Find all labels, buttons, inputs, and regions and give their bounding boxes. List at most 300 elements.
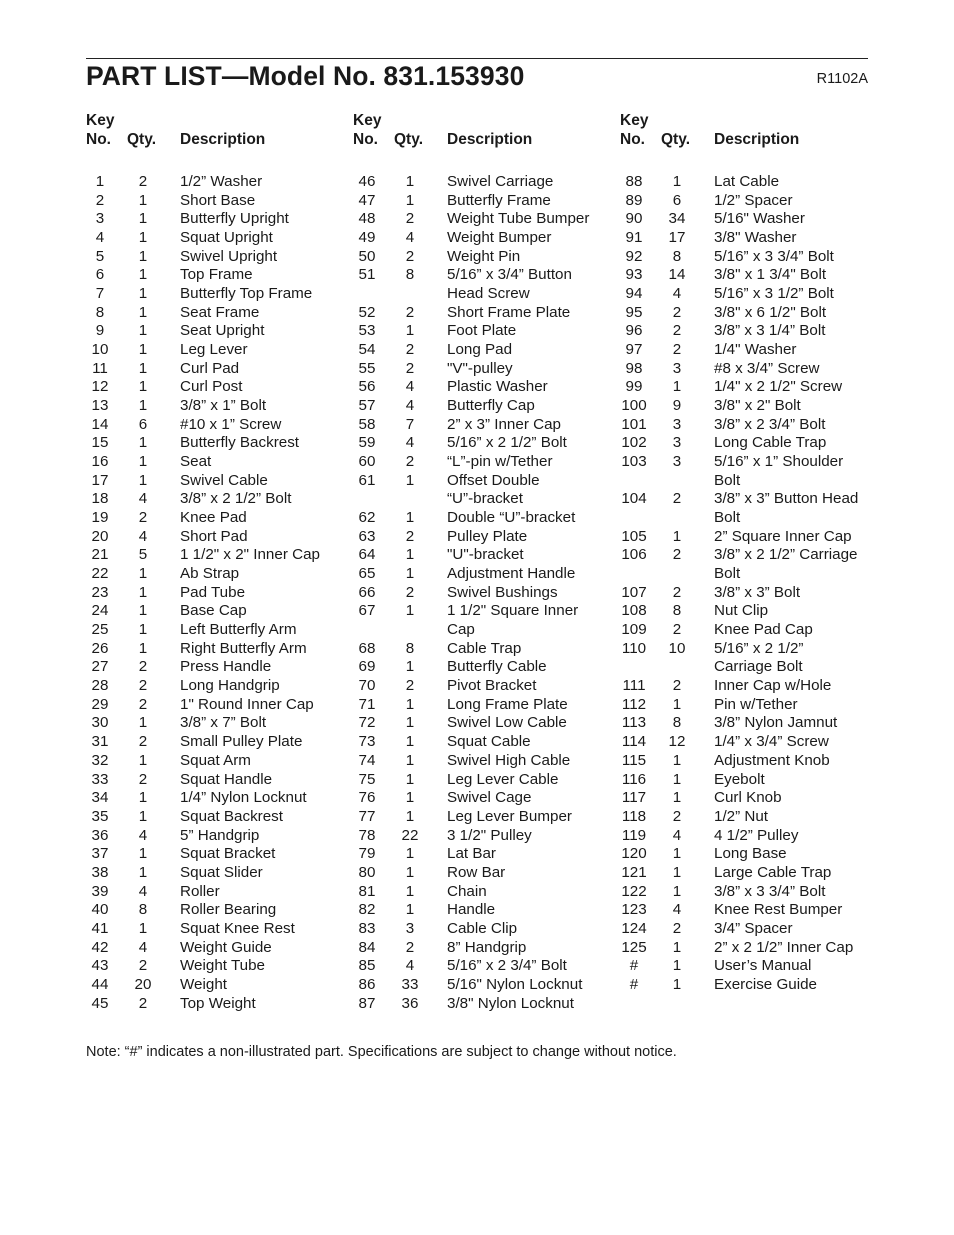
part-description: Leg Lever Bumper <box>447 807 572 825</box>
quantity: 8 <box>672 602 682 620</box>
parts-row <box>620 864 882 883</box>
key-number: 51 <box>358 266 376 284</box>
quantity: 4 <box>672 901 682 919</box>
quantity: 1 <box>405 509 415 527</box>
quantity: 8 <box>138 901 148 919</box>
part-description: #10 x 1” Screw <box>180 415 282 433</box>
part-description: Short Frame Plate <box>447 303 571 321</box>
quantity: 5 <box>138 546 148 564</box>
key-number: 87 <box>358 994 376 1012</box>
quantity: 1 <box>405 882 415 900</box>
parts-row <box>353 864 615 883</box>
quantity: 1 <box>672 751 682 769</box>
key-number: 74 <box>358 751 376 769</box>
quantity: 22 <box>401 826 419 844</box>
quantity: 1 <box>138 191 148 209</box>
parts-row <box>620 229 882 248</box>
parts-column-3 <box>620 112 882 1022</box>
key-number: 106 <box>621 546 647 564</box>
quantity: 1 <box>405 845 415 863</box>
part-description: Swivel Carriage <box>447 173 554 190</box>
part-description: Long Cable Trap <box>714 434 827 452</box>
key-number: 62 <box>358 509 376 527</box>
part-description: Large Cable Trap <box>714 863 832 881</box>
parts-row <box>86 565 348 584</box>
part-description: Curl Post <box>180 378 243 396</box>
part-description: Squat Backrest <box>180 807 283 825</box>
part-description: Swivel Cage <box>447 789 532 807</box>
parts-row <box>353 304 615 323</box>
key-number: 97 <box>625 341 643 359</box>
parts-row <box>353 378 615 397</box>
key-number: 38 <box>91 863 109 881</box>
key-number: 19 <box>91 509 109 527</box>
parts-row <box>353 808 615 827</box>
parts-row <box>353 472 615 491</box>
part-description: Long Frame Plate <box>447 695 568 713</box>
parts-row <box>620 714 882 733</box>
part-description: Small Pulley Plate <box>180 733 303 751</box>
quantity: 1 <box>672 845 682 863</box>
parts-row <box>353 939 615 958</box>
parts-row <box>353 341 615 360</box>
parts-row <box>353 901 615 920</box>
part-description: Swivel Low Cable <box>447 714 567 732</box>
part-description: Double “U”-bracket <box>447 509 576 527</box>
part-description: 3/8" Washer <box>714 229 797 247</box>
part-description: Top Weight <box>180 994 256 1012</box>
key-number: 28 <box>91 677 109 695</box>
part-description: Weight Tube <box>180 957 265 975</box>
parts-row <box>353 360 615 379</box>
key-number: 73 <box>358 733 376 751</box>
parts-row <box>620 976 882 995</box>
parts-row <box>353 640 615 659</box>
quantity: 10 <box>668 639 686 657</box>
key-number: 108 <box>621 602 647 620</box>
quantity: 4 <box>138 882 148 900</box>
page-title: PART LIST—Model No. 831.153930 <box>86 61 525 91</box>
part-description: 3/8” x 2 1/2” Bolt <box>180 490 292 508</box>
description-header: Description <box>180 130 266 148</box>
key-number: 98 <box>625 359 643 377</box>
key-number: 21 <box>91 546 109 564</box>
part-description: 5/16” x 2 1/2” <box>714 639 804 657</box>
key-number: 94 <box>625 285 643 303</box>
part-description: Nut Clip <box>714 602 769 620</box>
parts-row <box>353 752 615 771</box>
part-description: Inner Cap w/Hole <box>714 677 832 695</box>
parts-rows <box>353 173 615 1013</box>
parts-row <box>620 378 882 397</box>
quantity: 2 <box>672 490 682 508</box>
key-number: 12 <box>91 378 109 396</box>
quantity: 1 <box>138 863 148 881</box>
part-description: Chain <box>447 882 487 900</box>
key-number: 4 <box>95 229 105 247</box>
key-number: 58 <box>358 415 376 433</box>
parts-row <box>353 827 615 846</box>
part-description: 1/2” Nut <box>714 807 769 825</box>
key-number: 20 <box>91 527 109 545</box>
part-description: Exercise Guide <box>714 975 817 993</box>
quantity: 4 <box>405 378 415 396</box>
parts-row <box>86 939 348 958</box>
quantity: 2 <box>138 509 148 527</box>
quantity: 1 <box>405 789 415 807</box>
key-number: 17 <box>91 471 109 489</box>
key-number: 125 <box>621 938 647 956</box>
key-number: 72 <box>358 714 376 732</box>
parts-row <box>86 584 348 603</box>
key-number: 69 <box>358 658 376 676</box>
part-description: 3/8” x 2 1/2” Carriage <box>714 546 858 564</box>
key-number: 33 <box>91 770 109 788</box>
quantity: 9 <box>672 397 682 415</box>
quantity: 1 <box>138 322 148 340</box>
quantity: 2 <box>672 621 682 639</box>
part-description: Plastic Washer <box>447 378 548 396</box>
parts-row <box>620 658 882 677</box>
key-number: 25 <box>91 621 109 639</box>
quantity: 2 <box>672 303 682 321</box>
part-description: 4 1/2” Pulley <box>714 826 799 844</box>
quantity: 6 <box>138 415 148 433</box>
key-number: 76 <box>358 789 376 807</box>
parts-row <box>86 528 348 547</box>
key-number: 27 <box>91 658 109 676</box>
parts-row <box>86 490 348 509</box>
part-description: Row Bar <box>447 863 506 881</box>
part-description: 3/8" x 1 3/4" Bolt <box>714 266 827 284</box>
part-description: 3/8" Nylon Locknut <box>447 994 574 1012</box>
part-description: 2” x 2 1/2” Inner Cap <box>714 938 854 956</box>
quantity: 1 <box>672 378 682 396</box>
description-header: Description <box>714 130 800 148</box>
quantity: 2 <box>405 247 415 265</box>
quantity: 3 <box>405 919 415 937</box>
key-number: 78 <box>358 826 376 844</box>
key-number: 57 <box>358 397 376 415</box>
quantity: 1 <box>138 621 148 639</box>
parts-row <box>353 677 615 696</box>
part-description: 3/8” x 3 3/4” Bolt <box>714 882 826 900</box>
part-description: 3/8” Nylon Jamnut <box>714 714 838 732</box>
quantity: 1 <box>672 938 682 956</box>
key-number: 117 <box>621 789 647 807</box>
key-number: 107 <box>621 583 647 601</box>
parts-rows <box>620 173 882 995</box>
quantity: 36 <box>401 994 419 1012</box>
key-number: 116 <box>621 770 647 788</box>
key-number: 104 <box>621 490 647 508</box>
part-description: Bolt <box>714 471 741 489</box>
quantity: 1 <box>672 863 682 881</box>
quantity: 2 <box>405 453 415 471</box>
parts-row <box>86 976 348 995</box>
key-number: 35 <box>91 807 109 825</box>
quantity: 2 <box>138 733 148 751</box>
key-number: 30 <box>91 714 109 732</box>
part-description: Squat Bracket <box>180 845 276 863</box>
parts-row <box>353 397 615 416</box>
quantity: 1 <box>138 471 148 489</box>
quantity: 8 <box>672 714 682 732</box>
quantity: 1 <box>138 303 148 321</box>
key-number: 8 <box>95 303 105 321</box>
quantity: 1 <box>138 714 148 732</box>
key-number: 44 <box>91 975 109 993</box>
part-description: Swivel High Cable <box>447 751 571 769</box>
quantity: 4 <box>138 826 148 844</box>
key-number: 34 <box>91 789 109 807</box>
quantity: 4 <box>138 938 148 956</box>
parts-row <box>620 192 882 211</box>
quantity: 4 <box>405 434 415 452</box>
part-description: Adjustment Handle <box>447 565 576 583</box>
quantity: 1 <box>138 565 148 583</box>
key-number: 23 <box>91 583 109 601</box>
part-description: 2” x 3” Inner Cap <box>447 415 561 433</box>
part-description: Weight Tube Bumper <box>447 210 590 228</box>
part-description: "V"-pulley <box>447 359 513 377</box>
key-header-line1: Key <box>353 112 382 129</box>
part-description: Left Butterfly Arm <box>180 621 297 639</box>
part-description: Pad Tube <box>180 583 246 601</box>
part-description: 5/16” x 1” Shoulder <box>714 453 844 471</box>
parts-row <box>353 658 615 677</box>
key-number: 68 <box>358 639 376 657</box>
part-description: Seat Upright <box>180 322 265 340</box>
key-number: 124 <box>621 919 647 937</box>
parts-row <box>620 210 882 229</box>
part-description: "U"-bracket <box>447 546 524 564</box>
quantity: 1 <box>138 453 148 471</box>
key-number: 56 <box>358 378 376 396</box>
key-number: 48 <box>358 210 376 228</box>
parts-row <box>620 453 882 472</box>
quantity: 1 <box>138 919 148 937</box>
quantity: 2 <box>405 359 415 377</box>
parts-row <box>86 920 348 939</box>
parts-row <box>86 397 348 416</box>
parts-row <box>353 696 615 715</box>
quantity: 2 <box>405 938 415 956</box>
part-description: Head Screw <box>447 285 530 303</box>
key-number: 120 <box>621 845 647 863</box>
parts-row <box>353 789 615 808</box>
key-header-line2: No. <box>353 130 378 148</box>
part-description: Butterfly Upright <box>180 210 289 228</box>
part-description: Carriage Bolt <box>714 658 803 676</box>
part-description: Weight Bumper <box>447 229 552 247</box>
key-number: 54 <box>358 341 376 359</box>
parts-row <box>620 322 882 341</box>
part-description: Butterfly Frame <box>447 191 551 209</box>
part-description: 1/2” Washer <box>180 173 263 190</box>
quantity: 2 <box>672 919 682 937</box>
part-description: 5” Handgrip <box>180 826 260 844</box>
key-number: 39 <box>91 882 109 900</box>
key-number: 71 <box>358 695 376 713</box>
parts-row <box>86 845 348 864</box>
quantity: 1 <box>672 173 682 190</box>
quantity: 1 <box>138 378 148 396</box>
part-description: Swivel Bushings <box>447 583 558 601</box>
parts-row <box>620 565 882 584</box>
quantity: 1 <box>672 882 682 900</box>
key-number: 14 <box>91 415 109 433</box>
quantity: 34 <box>668 210 686 228</box>
part-description: Adjustment Knob <box>714 751 830 769</box>
part-description: Base Cap <box>180 602 247 620</box>
document-code: R1102A <box>816 71 868 87</box>
part-description: Right Butterfly Arm <box>180 639 307 657</box>
parts-row <box>353 995 615 1014</box>
quantity: 1 <box>672 975 682 993</box>
parts-row <box>620 304 882 323</box>
part-description: Swivel Cable <box>180 471 268 489</box>
part-description: Leg Lever <box>180 341 248 359</box>
parts-row <box>353 584 615 603</box>
parts-row <box>86 640 348 659</box>
parts-row <box>620 752 882 771</box>
quantity: 4 <box>405 229 415 247</box>
parts-rows <box>86 173 348 1013</box>
parts-row <box>86 714 348 733</box>
quantity: 1 <box>672 770 682 788</box>
quantity: 12 <box>668 733 686 751</box>
part-description: 1 1/2" Square Inner <box>447 602 579 620</box>
key-number: 64 <box>358 546 376 564</box>
part-description: 1/4" x 2 1/2" Screw <box>714 378 843 396</box>
key-number: 66 <box>358 583 376 601</box>
parts-row <box>620 360 882 379</box>
quantity: 14 <box>668 266 686 284</box>
key-number: 1 <box>95 173 105 190</box>
parts-row <box>86 771 348 790</box>
part-description: 1/4" Washer <box>714 341 797 359</box>
parts-row <box>353 490 615 509</box>
parts-row <box>620 771 882 790</box>
part-description: Butterfly Cap <box>447 397 535 415</box>
key-number: 2 <box>95 191 105 209</box>
qty-header: Qty. <box>127 130 156 148</box>
part-description: 1/4” x 3/4” Screw <box>714 733 829 751</box>
quantity: 1 <box>405 751 415 769</box>
quantity: 1 <box>138 341 148 359</box>
key-number: 6 <box>95 266 105 284</box>
quantity: 2 <box>672 807 682 825</box>
quantity: 2 <box>138 957 148 975</box>
part-description: Weight Guide <box>180 938 272 956</box>
quantity: 2 <box>405 677 415 695</box>
key-number: 123 <box>621 901 647 919</box>
part-description: Curl Pad <box>180 359 240 377</box>
key-number: 18 <box>91 490 109 508</box>
quantity: 17 <box>668 229 686 247</box>
quantity: 20 <box>134 975 152 993</box>
quantity: 1 <box>405 565 415 583</box>
column-header <box>353 112 615 156</box>
quantity: 3 <box>672 453 682 471</box>
part-description: 1/4” Nylon Locknut <box>180 789 307 807</box>
quantity: 4 <box>138 527 148 545</box>
part-description: Foot Plate <box>447 322 517 340</box>
parts-row <box>353 266 615 285</box>
key-number: 36 <box>91 826 109 844</box>
parts-row <box>620 546 882 565</box>
parts-row <box>86 304 348 323</box>
part-description: Short Pad <box>180 527 248 545</box>
part-description: User’s Manual <box>714 957 812 975</box>
parts-row <box>353 565 615 584</box>
part-description: Butterfly Top Frame <box>180 285 313 303</box>
key-number: 67 <box>358 602 376 620</box>
key-number: 24 <box>91 602 109 620</box>
key-number: 93 <box>625 266 643 284</box>
parts-row <box>86 677 348 696</box>
key-number: 90 <box>625 210 643 228</box>
key-number: 95 <box>625 303 643 321</box>
part-description: 3/8" x 2" Bolt <box>714 397 801 415</box>
key-number: 55 <box>358 359 376 377</box>
part-description: Pivot Bracket <box>447 677 537 695</box>
key-number: # <box>629 975 639 993</box>
quantity: 2 <box>138 770 148 788</box>
key-number: 7 <box>95 285 105 303</box>
quantity: 1 <box>138 247 148 265</box>
parts-row <box>86 453 348 472</box>
parts-row <box>86 472 348 491</box>
part-description: 1 1/2" x 2" Inner Cap <box>180 546 320 564</box>
quantity: 7 <box>405 415 415 433</box>
quantity: 2 <box>405 583 415 601</box>
parts-row <box>86 416 348 435</box>
part-description: 3/8" x 6 1/2" Bolt <box>714 303 827 321</box>
parts-row <box>86 229 348 248</box>
quantity: 1 <box>405 714 415 732</box>
part-description: 5/16" Nylon Locknut <box>447 975 583 993</box>
key-header-line1: Key <box>620 112 649 129</box>
parts-row <box>86 546 348 565</box>
parts-row <box>86 378 348 397</box>
parts-row <box>86 621 348 640</box>
key-number: 47 <box>358 191 376 209</box>
parts-row <box>620 266 882 285</box>
quantity: 1 <box>405 191 415 209</box>
parts-row <box>353 845 615 864</box>
part-description: 3/8” x 3” Button Head <box>714 490 859 508</box>
parts-row <box>353 173 615 192</box>
quantity: 1 <box>405 546 415 564</box>
key-number: 121 <box>621 863 647 881</box>
parts-row <box>620 509 882 528</box>
part-description: #8 x 3/4” Screw <box>714 359 820 377</box>
parts-row <box>353 546 615 565</box>
key-number: 81 <box>358 882 376 900</box>
key-header-line2: No. <box>86 130 111 148</box>
key-number: 99 <box>625 378 643 396</box>
quantity: 1 <box>405 863 415 881</box>
parts-row <box>620 920 882 939</box>
part-description: Eyebolt <box>714 770 765 788</box>
key-number: 29 <box>91 695 109 713</box>
key-number: 52 <box>358 303 376 321</box>
part-description: 5/16” x 2 1/2” Bolt <box>447 434 567 452</box>
part-description: Squat Arm <box>180 751 251 769</box>
key-number: 118 <box>621 807 647 825</box>
